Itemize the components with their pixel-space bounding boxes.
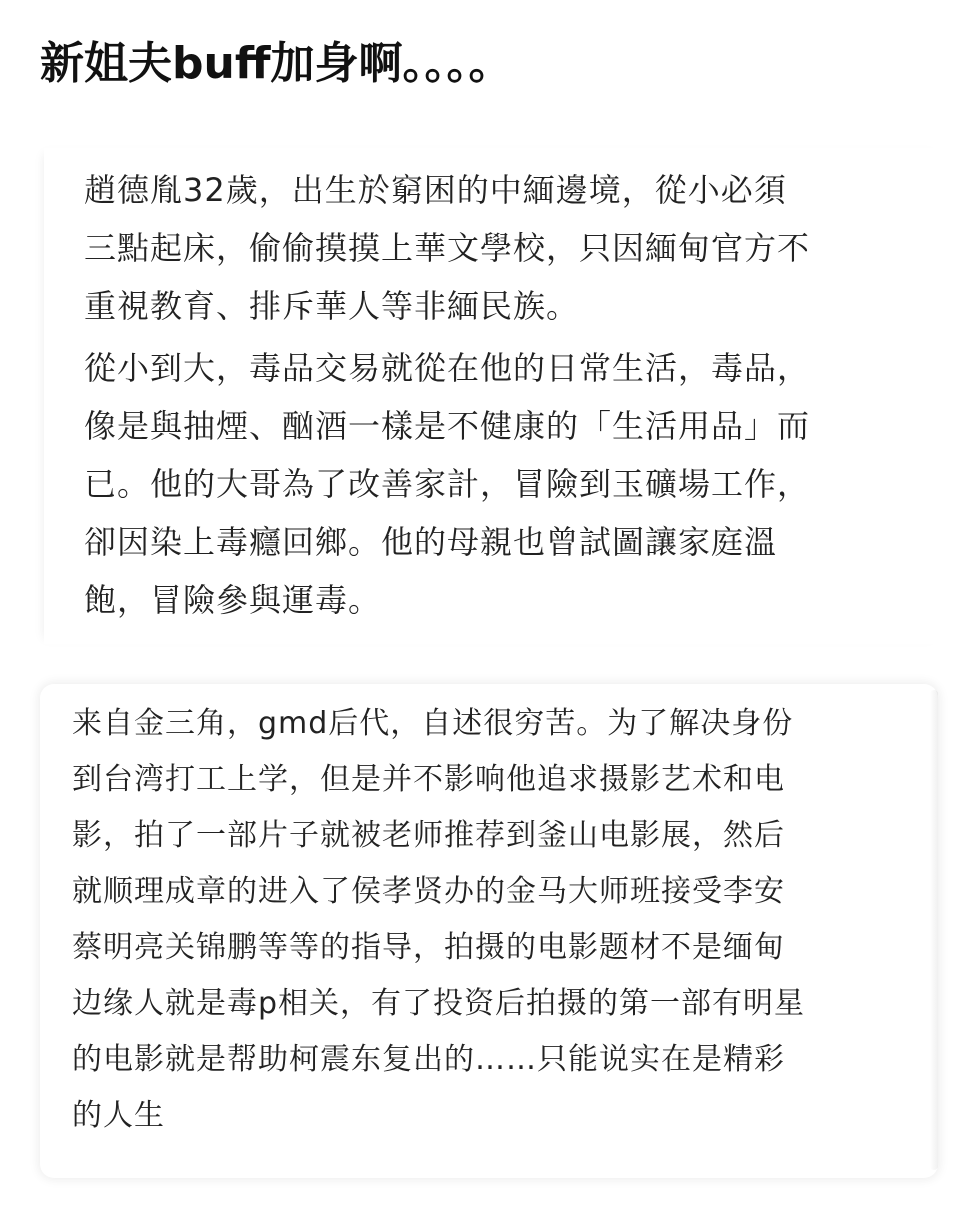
- quote-line: 重視教育、排斥華人等非緬民族。: [84, 287, 580, 325]
- quote-card-traditional: [44, 148, 944, 644]
- quote-card-simplified: [40, 684, 938, 1178]
- quote-line: 已。他的大哥為了改善家計，冒險到玉礦場工作，: [84, 465, 811, 503]
- quote-line: 影，拍了一部片子就被老师推荐到釜山电影展，然后: [72, 818, 785, 853]
- quote-line: 蔡明亮关锦鹏等等的指导，拍摄的电影题材不是缅甸: [72, 930, 785, 965]
- quote-line: 就顺理成章的进入了侯孝贤办的金马大师班接受李安: [72, 874, 785, 909]
- quote-line: 從小到大，毒品交易就從在他的日常生活，毒品，: [84, 349, 811, 387]
- quote-line: 来自金三角，gmd后代，自述很穷苦。为了解决身份: [72, 706, 794, 741]
- quote-line: 三點起床，偷偷摸摸上華文學校，只因緬甸官方不: [84, 229, 811, 267]
- quote-line: 卻因染上毒癮回鄉。他的母親也曾試圖讓家庭溫: [84, 523, 778, 561]
- quote-line: 飽，冒險參與運毒。: [84, 581, 382, 619]
- quote-line: 到台湾打工上学，但是并不影响他追求摄影艺术和电: [72, 762, 785, 797]
- quote-line: 的人生: [72, 1098, 165, 1133]
- quote-line: 趙德胤32歲，出生於窮困的中緬邊境，從小必須: [84, 171, 787, 209]
- post-title: 新姐夫buff加身啊。。。。: [40, 38, 513, 89]
- card-edge-shadow: [930, 690, 938, 1170]
- quote-line: 像是與抽煙、酗酒一樣是不健康的「生活用品」而: [84, 407, 811, 445]
- quote-line: 边缘人就是毒p相关，有了投资后拍摄的第一部有明星: [72, 986, 806, 1021]
- quote-line: 的电影就是帮助柯震东复出的……只能说实在是精彩: [72, 1042, 785, 1077]
